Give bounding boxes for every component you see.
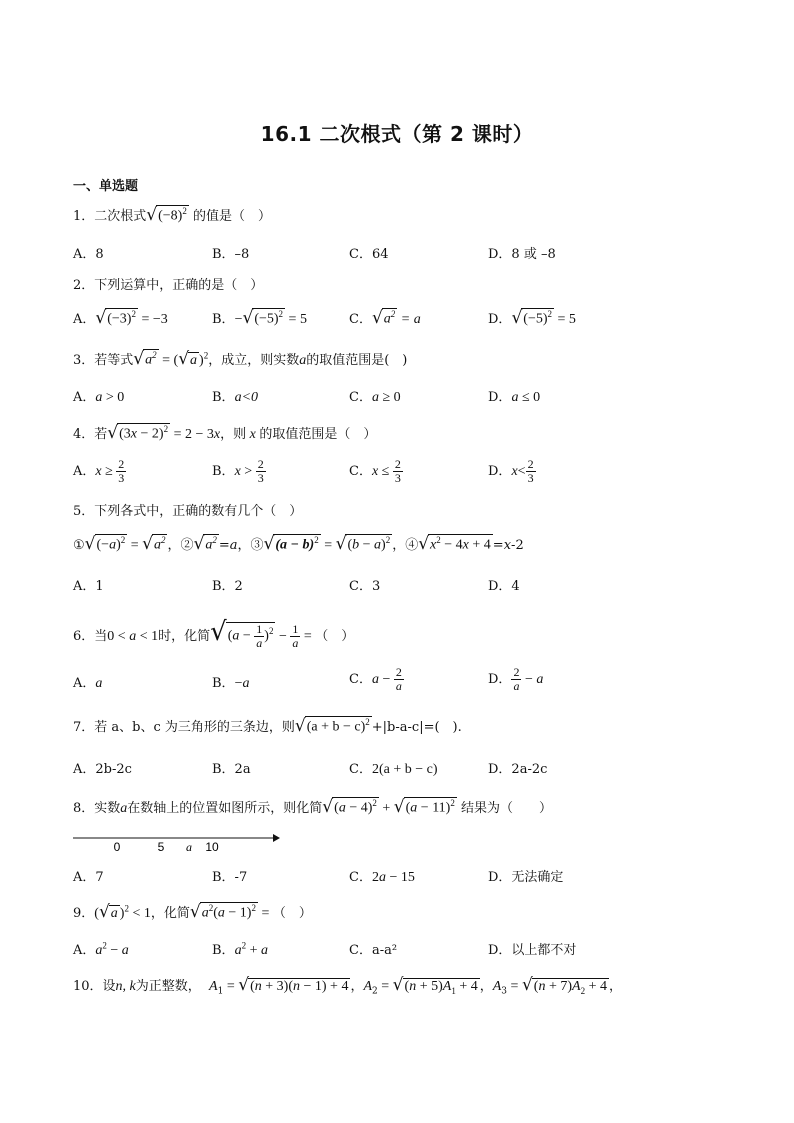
q4-option-d: D．x< $\frac{2}{3}$ [488,457,534,485]
q4-tail2: 的取值范围是（ ） [259,427,377,442]
question-4: 4．若$√(3x - 2)^2 = 2 - 3x$，则 x 的取值范围是（ ） [73,423,377,443]
q8-tail2: 结果为（ ） [460,801,552,816]
q6-option-b: B．−a [212,676,250,691]
q8-option-d: D．无法确定 [488,870,564,885]
q1-option-b: B．–8 [212,247,250,262]
q8-tail: 在数轴上的位置如图所示，则化简 [127,801,323,816]
q6-option-c: C．a − $\frac{2}{a}$ [349,665,402,693]
number-line-label-5: 5 [157,840,165,854]
number-line-label-0: 0 [113,840,121,854]
q2-option-a: A．$√(-3)^2 = -3$ [73,308,168,328]
page-title: 16.1 二次根式（第 2 课时） [260,122,534,146]
q9-option-b: B．$a^2 + a$ [212,940,268,958]
q3-text: 3．若等式 [73,353,134,368]
question-7: 7．若 a、b、c 为三角形的三条边，则$√(a + b - c)^2 +|b-a-c|=$( ). [73,716,462,736]
q7-option-d: D．2a-2c [488,762,548,777]
question-1: 1．二次根式$√(-8)^2$ 的值是（ ） [73,205,272,225]
section-heading: 一、单选题 [73,179,139,194]
q2-option-d: D．$√(-5)^2 = 5$ [488,308,576,328]
q6-option-a: A．a [73,676,103,691]
q7-option-c: C．2(a + b − c) [349,762,438,777]
q6-option-d: D． $\frac{2}{a}$ − a [488,665,544,693]
q6-tail2: （ ） [315,629,355,644]
q7-option-b: B．2a [212,762,251,777]
question-3: 3．若等式$√a^2 = (√a$ )$^2$，成立，则实数a的取值范围是( ) [73,349,408,369]
q5-option-b: B．2 [212,579,243,594]
q9-option-c: C．a-a² [349,943,398,958]
q6-tail: 时，化简 [158,629,211,644]
q3-option-b: B．a<0 [212,390,259,405]
q4-option-c: C．x ≤ $\frac{2}{3}$ [349,457,401,485]
q9-tail: ，化简 [150,906,190,921]
q7-text: 7．若 a、b、c 为三角形的三条边，则 [73,720,295,735]
q4-option-a: A．x ≥ $\frac{2}{3}$ [73,457,125,485]
number-line [73,830,283,854]
q1-option-d: D．8 或 –8 [488,247,556,262]
number-line-label-10: 10 [205,840,219,854]
q7-option-a: A．2b-2c [73,762,132,777]
question-10: 10．设n, k为正整数， $A_1 = √(n + 3)(n - 1) + 4$ ，$A_2 = √(n + 5)A_1 + 4$ ，$A_3 = √(n + 7)A_2 + 4$ ， [73,975,622,997]
q2-option-c: C．$√a^2 = a$ [349,308,421,328]
q3-tail2: 的取值范围是( ) [306,353,408,368]
q5-option-a: A．1 [73,579,104,594]
q9-tail2: （ ） [272,906,312,921]
q4-tail: ，则 [220,427,247,442]
question-5-items: $①√(-a)^2 = √a^2$ ，$②√a^2 =a$，③√(a − $b)^2 = √(b - a)^2$ ，$④√x^2 - 4x + 4 =x-2$ [73,534,524,554]
q8-option-b: B．-7 [212,870,248,885]
q10-text: 10．设 [73,979,116,994]
q8-text: 8．实数 [73,801,121,816]
q10-tail: 为正整数， [135,979,201,994]
q8-option-a: A．7 [73,870,104,885]
q3-tail: ，成立，则实数 [208,353,300,368]
question-2: 2．下列运算中，正确的是（ ） [73,278,264,293]
question-9: 9．(√a )$^2$ < 1，化简$√a^2(a - 1)^2$ = （ ） [73,902,312,922]
number-line-label-a: a [186,840,192,854]
q1-option-a: A．8 [73,247,104,262]
q8-option-c: C．2a − 15 [349,870,415,885]
q1-option-c: C．64 [349,247,389,262]
q6-text: 6．当 [73,629,108,644]
q9-option-d: D．以上都不对 [488,943,577,958]
number-line-arrow [273,834,280,842]
question-6: 6．当0 < a < 1时，化简√(a − $\frac{1}{a}$ )$^2$ − $\frac{1}{a}$ = （ ） [73,617,355,651]
q4-text: 4．若 [73,427,108,442]
q7-tail: +|b-a-c|=( ). [371,720,462,735]
q5-option-c: C．3 [349,579,381,594]
question-8: 8．实数a在数轴上的位置如图所示，则化简$√(a - 4)^2 + √(a - 11)^2$ 结果为（ ） [73,797,552,817]
q4-option-b: B．x > $\frac{2}{3}$ [212,457,264,485]
q3-option-a: A．a > 0 [73,390,125,405]
q1-text: 1．二次根式 [73,209,147,224]
question-5: 5．下列各式中，正确的数有几个（ ） [73,504,303,519]
q1-tail: 的值是（ ） [193,209,272,224]
q5-option-d: D．4 [488,579,520,594]
q3-option-d: D．a ≤ 0 [488,390,541,405]
q9-option-a: A．$a^2 - a$ [73,940,129,958]
q3-option-c: C．a ≥ 0 [349,390,401,405]
q2-option-b: B．$-√(-5)^2 = 5$ [212,308,307,328]
